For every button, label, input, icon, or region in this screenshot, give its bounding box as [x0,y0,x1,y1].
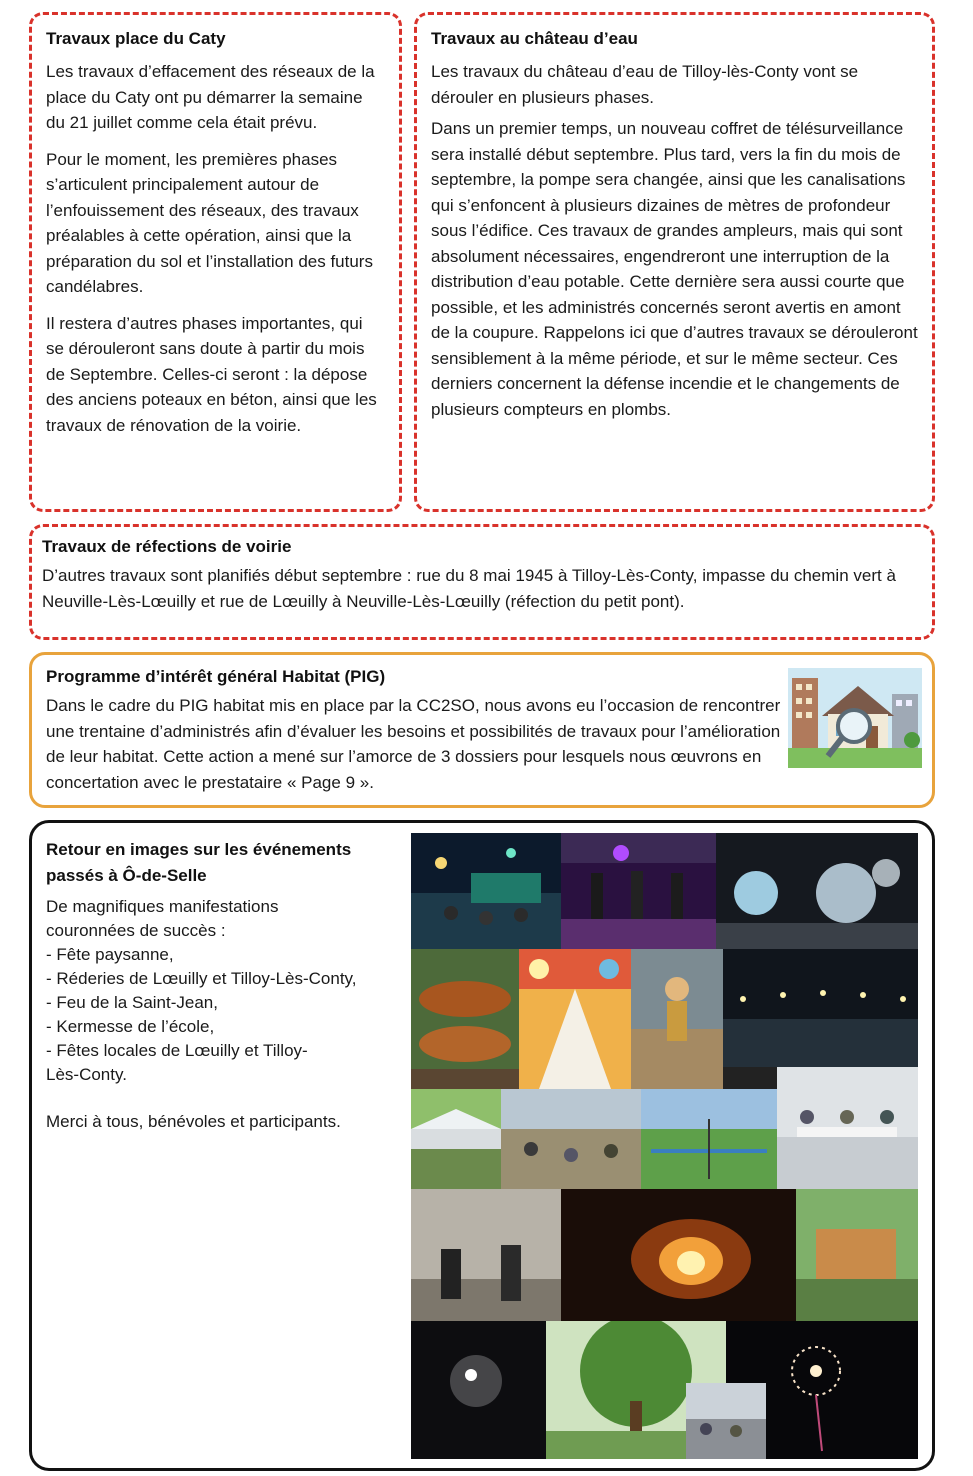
caty-section [29,12,402,512]
photo-carnival-costumes [716,833,918,949]
list-item: - Feu de la Saint-Jean, [46,993,218,1012]
photo-stand-tent [796,1189,918,1321]
voirie-title: Travaux de réfections de voirie [42,537,292,556]
pig-title: Programme d’intérêt général Habitat (PIG) [46,667,386,686]
pig-section [29,652,935,808]
list-item: - Fête paysanne, [46,945,174,964]
retour-intro: De magnifiques manifestations couronnées de succès : [46,897,279,940]
caty-paragraph-3: Il restera d’autres phases importantes, qui se dérouleront sans doute à partir du mois de Septembre. Celles-ci seront : la dépose des anciens poteaux en béton, ainsi que les travaux de rénovation de la voirie. [46,313,377,435]
photo-night-crowd [723,949,918,1067]
chateau-paragraph-2: Dans un premier temps, un nouveau coffret de télésurveillance sera installé début septembre. Plus tard, vers la fin du mois de septembre, la pompe sera changée, ainsi que les canalisations qui s’enfoncent à plusieurs dizaines de mètres de profondeur sous l’édifice. Ces travaux de grandes ampleurs, mais qui sont absolument nécessaires, engendreront une interruption de la distribution d’eau potable. Cette dernière sera aussi courte que possible, et les administrés concernés seront avertis en amont de la coupure. Rappelons ici que d’autres travaux se dérouleront sensiblement à la même période, et sur le même secteur. Ces derniers concernent la défense incendie et le changements de plusieurs compteurs en plombs. [431,119,918,419]
caty-paragraph-1: Les travaux d’effacement des réseaux de la place du Caty ont pu démarrer la semaine du 21 juillet comme cela était prévu. [46,62,375,132]
photo-volleyball [641,1089,777,1189]
photo-street-crowd [686,1383,766,1459]
list-item: - Réderies de Lœuilly et Tilloy-Lès-Conty, [46,969,357,988]
caty-paragraph-2: Pour le moment, les premières phases s’articulent principalement autour de l’enfouissement des réseaux, des travaux préalables à cette opération, ainsi que la préparation du sol et l’installation des futurs candélabres. [46,149,373,296]
list-item: - Kermesse de l’école, [46,1017,215,1036]
chateau-title: Travaux au château d’eau [431,29,638,48]
photo-bonfire [561,1189,796,1321]
photo-inflatable-slide [519,949,631,1089]
photo-fete-paysanne [631,949,723,1089]
events-list [46,943,406,1087]
caty-title: Travaux place du Caty [46,29,226,48]
photo-picnic-grass [501,1089,641,1189]
voirie-section [29,524,935,640]
photo-fireworks-smoke [411,1321,546,1459]
voirie-paragraph: D’autres travaux sont planifiés début septembre : rue du 8 mai 1945 à Tilloy-Lès-Conty, impasse du chemin vert à Neuville-Lès-Lœuilly et rue de Lœuilly à Neuville-Lès-Lœuilly (réfection du petit pont). [42,566,896,611]
photo-music-band [411,1189,561,1321]
photo-collage [411,833,918,1459]
photo-banquet [777,1067,918,1189]
photo-concert-stage [561,833,716,949]
photo-roast-pig [411,949,519,1089]
pig-paragraph: Dans le cadre du PIG habitat mis en place par la CC2SO, nous avons eu l’occasion de rencontrer une trentaine d’administrés afin d’évaluer les besoins et possibilités de travaux pour l’amélioration de leur habitat. Cette action a mené sur l’amorce de 3 dossiers pour lesquels nous œuvrons en concertation avec le prestataire « Page 9 ». [46,696,781,792]
retour-title: Retour en images sur les événements passés à Ô-de-Selle [46,840,352,885]
photo-night-dance [411,833,561,949]
photo-market-stalls [411,1089,501,1189]
chateau-paragraph-1: Les travaux du château d’eau de Tilloy-lès-Conty vont se dérouler en plusieurs phases. [431,62,859,107]
house-magnifier-illustration [788,668,922,768]
chateau-section [414,12,935,512]
retour-thanks: Merci à tous, bénévoles et participants. [46,1112,341,1131]
list-item: - Fêtes locales de Lœuilly et Tilloy-Lès-Conty. [46,1041,308,1084]
